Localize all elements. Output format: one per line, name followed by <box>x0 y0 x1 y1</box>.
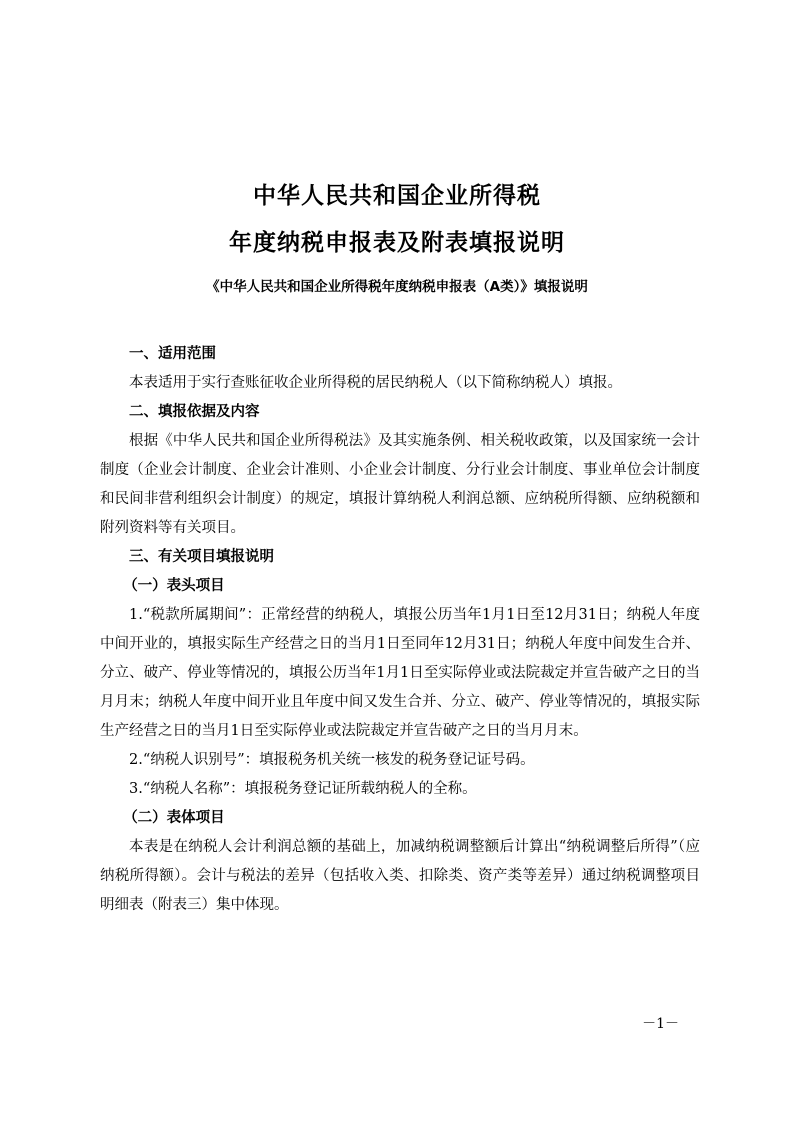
paragraph-taxpayer-name: 3.“纳税人名称”：填报税务登记证所载纳税人的全称。 <box>129 781 477 797</box>
document-body <box>100 340 700 920</box>
paragraph-taxpayer-id: 2.“纳税人识别号”：填报税务机关统一核发的税务登记证号码。 <box>129 752 535 768</box>
document-title-line-2: 年度纳税申报表及附表填报说明 <box>229 230 565 256</box>
paragraph-scope: 本表适用于实行查账征收企业所得税的居民纳税人（以下简称纳税人）填报。 <box>129 375 622 391</box>
section-heading-basis: 二、填报依据及内容 <box>129 404 260 420</box>
section-heading-items: 三、有关项目填报说明 <box>129 549 274 565</box>
subsection-heading-body-items: （二）表体项目 <box>123 810 225 826</box>
document-title-line-1: 中华人民共和国企业所得税 <box>253 183 541 209</box>
section-heading-scope: 一、适用范围 <box>129 346 216 362</box>
paragraph-tax-period: 1.“税款所属期间”：正常经营的纳税人，填报公历当年1月1日至12月31日；纳税人年度中间开业的，填报实际生产经营之日的当月1日至同年12月31日；纳税人年度中间发生合并、分立、破产、停业等情况的，填报公历当年1月1日至实际停业或法院裁定并宣告破产之日的当月月末；纳税人年度中间开业且年度中间又发生合并、分立、破产、停业等情况的，填报实际生产经营之日的当月1日至实际停业或法院裁定并宣告破产之日的当月月末。 <box>100 607 700 739</box>
paragraph-basis: 根据《中华人民共和国企业所得税法》及其实施条例、相关税收政策，以及国家统一会计制度（企业会计制度、企业会计准则、小企业会计制度、分行业会计制度、事业单位会计制度和民间非营利组织会计制度）的规定，填报计算纳税人利润总额、应纳税所得额、应纳税额和附列资料等有关项目。 <box>100 433 700 536</box>
page-number: －1－ <box>642 1016 679 1032</box>
paragraph-body-items: 本表是在纳税人会计利润总额的基础上，加减纳税调整额后计算出“纳税调整后所得”（应纳税所得额）。会计与税法的差异（包括收入类、扣除类、资产类等差异）通过纳税调整项目明细表（附表三）集中体现。 <box>100 839 700 913</box>
subsection-heading-header-items: （一）表头项目 <box>123 578 225 594</box>
document-subtitle: 《中华人民共和国企业所得税年度纳税申报表（A类）》填报说明 <box>206 279 588 295</box>
